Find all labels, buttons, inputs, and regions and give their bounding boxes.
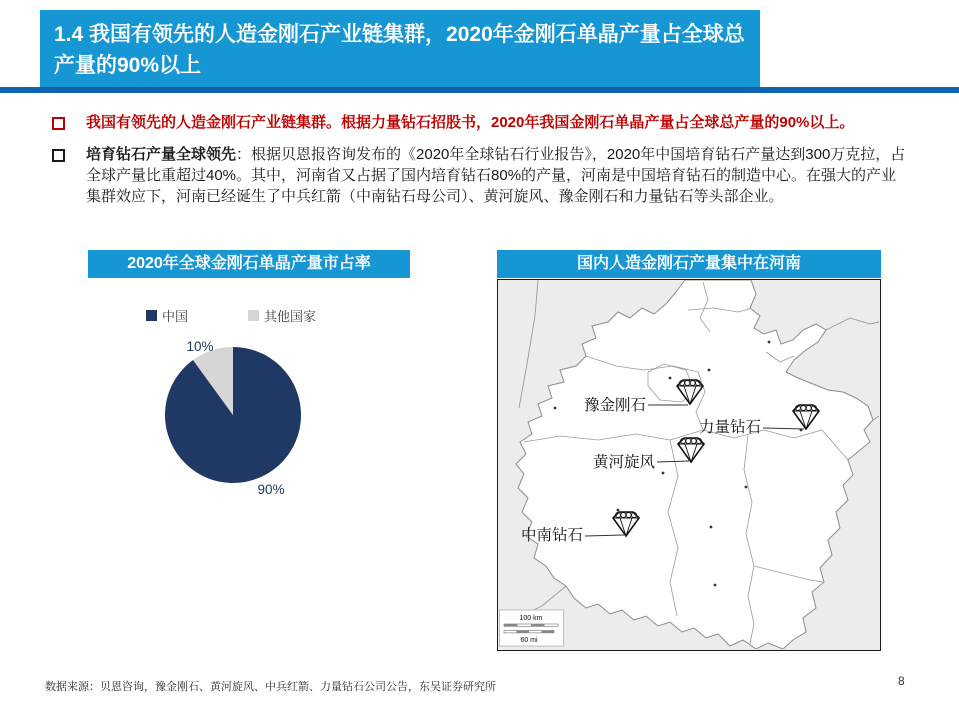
bullet-text	[86, 144, 910, 207]
bullet-square-icon	[52, 149, 65, 162]
legend-swatch-icon	[146, 310, 157, 321]
page-number: 8	[898, 674, 905, 688]
legend-swatch-icon	[248, 310, 259, 321]
map-scale	[500, 610, 564, 646]
bullet-text: 我国有领先的人造金刚石产业链集群。根据力量钻石招股书，2020年我国金刚石单晶产量占全球总产量的90%以上。	[86, 114, 855, 131]
pie-data-label: 10%	[186, 339, 214, 354]
bullet-list	[52, 112, 910, 218]
map-title: 国内人造金刚石产量集中在河南	[497, 250, 881, 278]
data-source-note: 数据来源：贝恩咨询，豫金刚石、黄河旋风、中兵红箭、力量钻石公司公告，东吴证券研究所	[45, 681, 496, 693]
bullet-square-icon	[52, 117, 65, 130]
bullet-body: ：根据贝恩报咨询发布的《2020年全球钻石行业报告》，2020年中国培育钻石产量达到300万克拉，占全球产量比重超过40%。其中，河南省又占据了国内培育钻石80%的产量，河南是中国培育钻石的制造中心。在强大的产业集群效应下，河南已经诞生了中兵红箭（中南钻石母公司）、黄河旋风、豫金刚石和力量钻石等头部企业。	[86, 146, 906, 205]
henan-map-svg	[498, 280, 879, 649]
map-marker-label: 力量钻石	[698, 419, 761, 436]
henan-map	[497, 279, 881, 651]
scale-km-label: 100 km	[519, 615, 543, 622]
bullet-item	[52, 112, 910, 133]
legend-item-china	[146, 306, 188, 325]
pie-chart	[150, 328, 330, 503]
map-marker-label: 中南钻石	[520, 527, 583, 544]
henan-province-shape	[516, 280, 873, 649]
bullet-item	[52, 144, 910, 207]
legend-label: 中国	[162, 309, 189, 324]
legend-label: 其他国家	[264, 309, 317, 324]
scale-mi-label: 60 mi	[520, 637, 538, 644]
pie-data-label: 90%	[257, 482, 285, 497]
legend-item-other	[248, 306, 316, 325]
header-divider	[0, 87, 959, 93]
pie-chart-title: 2020年全球金刚石单晶产量市占率	[88, 250, 410, 278]
slide-title: 1.4 我国有领先的人造金刚石产业链集群，2020年金刚石单晶产量占全球总产量的90%以上	[40, 10, 760, 88]
pie-legend	[146, 306, 316, 325]
pie-slice-china	[165, 347, 301, 483]
map-marker-label: 黄河旋风	[592, 454, 655, 471]
bullet-lead: 培育钻石产量全球领先	[86, 146, 237, 163]
map-marker-label: 豫金刚石	[583, 397, 646, 414]
